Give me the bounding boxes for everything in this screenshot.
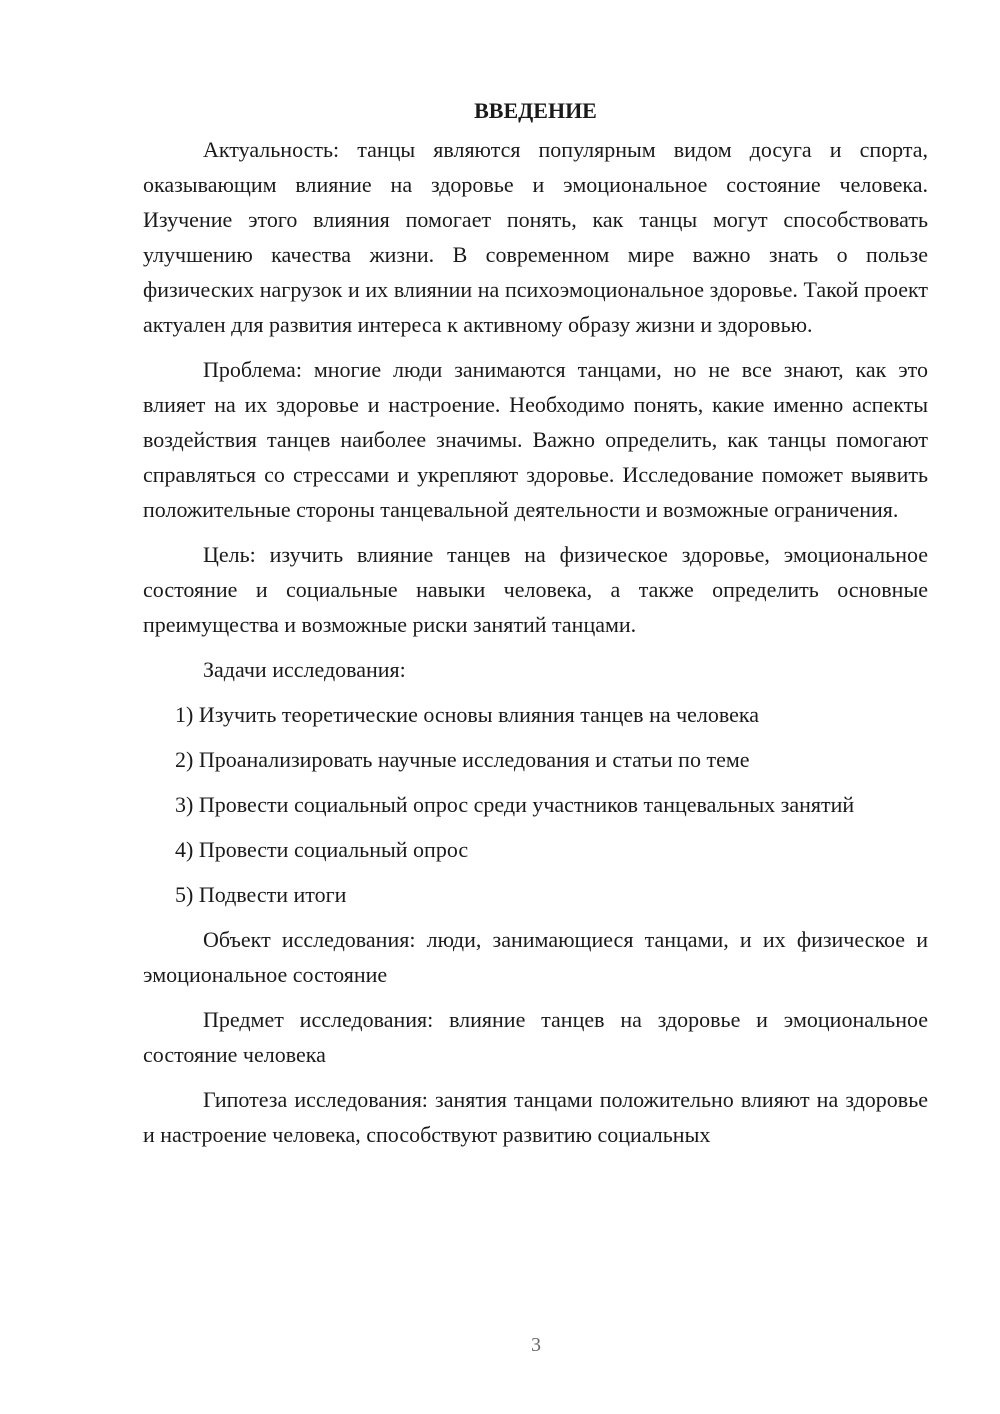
document-page [143,96,928,1162]
goal-paragraph: Цель: изучить влияние танцев на физическое здоровье, эмоциональное состояние и социальные навыки человека, а также определить основные преимущества и возможные риски занятий танцами. [143,542,928,637]
task-item-2: 2) Проанализировать научные исследования и статьи по теме [175,747,750,772]
section-title: ВВЕДЕНИЕ [474,98,597,123]
page-number: 3 [531,1334,541,1356]
task-item-4: 4) Провести социальный опрос [175,837,469,862]
object-paragraph: Объект исследования: люди, занимающиеся танцами, и их физическое и эмоциональное состояние [143,927,928,987]
hypothesis-paragraph: Гипотеза исследования: занятия танцами положительно влияют на здоровье и настроение человека, способствуют развитию социальных [143,1087,928,1147]
task-item-1: 1) Изучить теоретические основы влияния танцев на человека [175,702,760,727]
problem-paragraph: Проблема: многие люди занимаются танцами, но не все знают, как это влияет на их здоровье и настроение. Необходимо понять, какие именно аспекты воздействия танцев наиболее значимы. Важно определить, как танцы помогают справляться со стрессами и укрепляют здоровье. Исследование поможет выявить положительные стороны танцевальной деятельности и возможные ограничения. [143,357,928,522]
relevance-paragraph: Актуальность: танцы являются популярным видом досуга и спорта, оказывающим влияние на здоровье и эмоциональное состояние человека. Изучение этого влияния помогает понять, как танцы могут способствовать улучшению качества жизни. В современном мире важно знать о пользе физических нагрузок и их влиянии на психоэмоциональное здоровье. Такой проект актуален для развития интереса к активному образу жизни и здоровью. [143,137,928,337]
tasks-heading: Задачи исследования: [203,657,406,682]
subject-paragraph: Предмет исследования: влияние танцев на здоровье и эмоциональное состояние человека [143,1007,928,1067]
task-item-3: 3) Провести социальный опрос среди участников танцевальных занятий [175,792,855,817]
task-item-5: 5) Подвести итоги [175,882,347,907]
